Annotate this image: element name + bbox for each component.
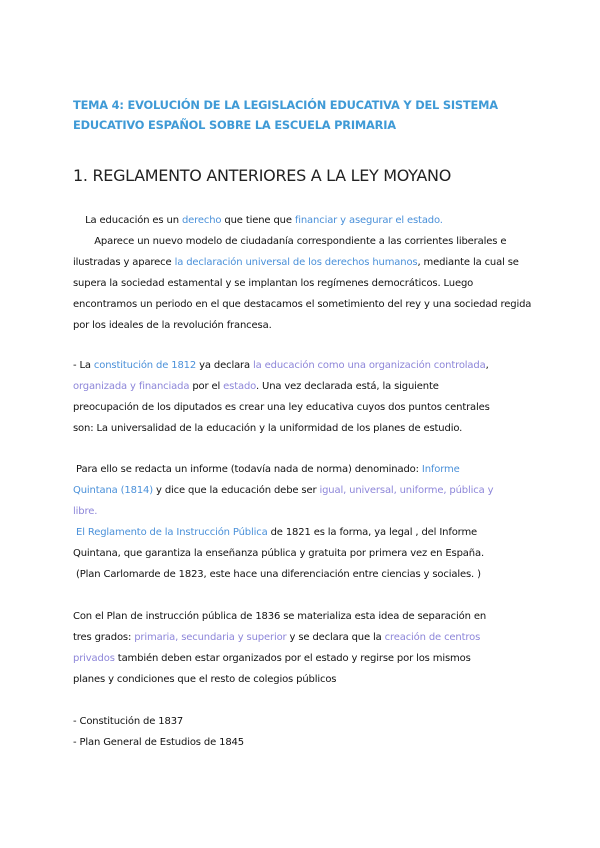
highlight-text: la educación como una organización controlada — [253, 360, 486, 371]
highlight-text: libre. — [73, 506, 98, 517]
text-line: encontramos un periodo en el que destacamos el sometimiento del rey y una sociedad regida — [73, 299, 532, 310]
text-line — [73, 231, 533, 252]
text-run: por el — [189, 381, 224, 392]
highlight-text: financiar y asegurar el estado. — [294, 215, 443, 226]
text-line: Quintana, que garantiza la enseñanza pública y gratuita por primera vez en España. — [73, 548, 484, 559]
text-run: tres grados: — [73, 632, 135, 643]
list-item: - Constitución de 1837 — [73, 716, 184, 727]
text-run: y dice que la educación debe ser — [153, 485, 320, 496]
text-line — [73, 252, 533, 273]
highlight-text: la declaración universal de los derechos humanos — [174, 257, 418, 268]
text-line: por los ideales de la revolución francesa. — [73, 320, 272, 331]
text-line: preocupación de los diputados es crear una ley educativa cuyos dos puntos centrales — [73, 402, 490, 413]
text-run: . Una vez declarada está, la siguiente — [255, 381, 439, 392]
text-run: - La — [73, 360, 94, 371]
highlight-text: primaria, secundaria y superior — [134, 632, 287, 643]
text-run: y se declara que la — [286, 632, 385, 643]
text-run: (Plan Carlomarde de 1823, este hace una diferenciación entre ciencias y sociales. ) — [76, 569, 481, 580]
text-run: de 1821 es la forma, ya legal , del Informe — [267, 527, 478, 538]
highlight-text: El Reglamento de la Instrucción Pública — [76, 527, 268, 538]
text-run: Aparece un nuevo modelo de ciudadanía correspondiente a las corrientes liberales e — [94, 236, 507, 247]
text-run: también deben estar organizados por el estado y regirse por los mismos — [114, 653, 471, 664]
text-line: planes y condiciones que el resto de colegios públicos — [73, 674, 337, 685]
text-run: , mediante la cual se — [417, 257, 519, 268]
highlight-text: Informe — [421, 464, 460, 475]
highlight-text: Quintana (1814) — [73, 485, 154, 496]
text-line: son: La universalidad de la educación y la uniformidad de los planes de estudio. — [73, 423, 463, 434]
highlight-text: derecho — [181, 215, 222, 226]
text-line — [73, 480, 533, 501]
highlight-text: igual, universal, uniforme, pública y — [319, 485, 494, 496]
text-run: La educación es un — [85, 215, 182, 226]
highlight-text: constitución de 1812 — [93, 360, 197, 371]
text-line — [73, 627, 533, 648]
text-run: Para ello se redacta un informe (todavía nada de norma) denominado: — [76, 464, 422, 475]
paragraph-informe-quintana — [73, 459, 533, 585]
text-line — [73, 648, 533, 669]
title-line: EDUCATIVO ESPAÑOL SOBRE LA ESCUELA PRIMARIA — [73, 118, 396, 132]
highlight-text: estado — [223, 381, 256, 392]
text-line — [73, 564, 533, 585]
text-line: Con el Plan de instrucción pública de 1836 se materializa esta idea de separación en — [73, 611, 487, 622]
paragraph-plan-1836 — [73, 606, 533, 690]
text-line: supera la sociedad estamental y se implantan los regímenes democráticos. Luego — [73, 278, 474, 289]
paragraph-intro — [73, 210, 533, 336]
document-title — [73, 95, 533, 135]
text-run: ya declara — [196, 360, 254, 371]
list-item: - Plan General de Estudios de 1845 — [73, 737, 244, 748]
text-run: , — [485, 360, 489, 371]
text-line — [73, 459, 533, 480]
section-heading: 1. REGLAMENTO ANTERIORES A LA LEY MOYANO — [73, 166, 452, 185]
text-line — [73, 355, 533, 376]
highlight-text: organizada y financiada — [73, 381, 190, 392]
paragraph-constitution-1812 — [73, 355, 533, 439]
list-later-laws — [73, 711, 533, 753]
text-line — [73, 376, 533, 397]
text-run: que tiene que — [221, 215, 295, 226]
highlight-text: creación de centros — [384, 632, 481, 643]
text-line — [73, 210, 533, 231]
title-line: TEMA 4: EVOLUCIÓN DE LA LEGISLACIÓN EDUCATIVA Y DEL SISTEMA — [73, 98, 498, 112]
highlight-text: privados — [73, 653, 115, 664]
text-run: ilustradas y aparece — [73, 257, 175, 268]
text-line — [73, 522, 533, 543]
